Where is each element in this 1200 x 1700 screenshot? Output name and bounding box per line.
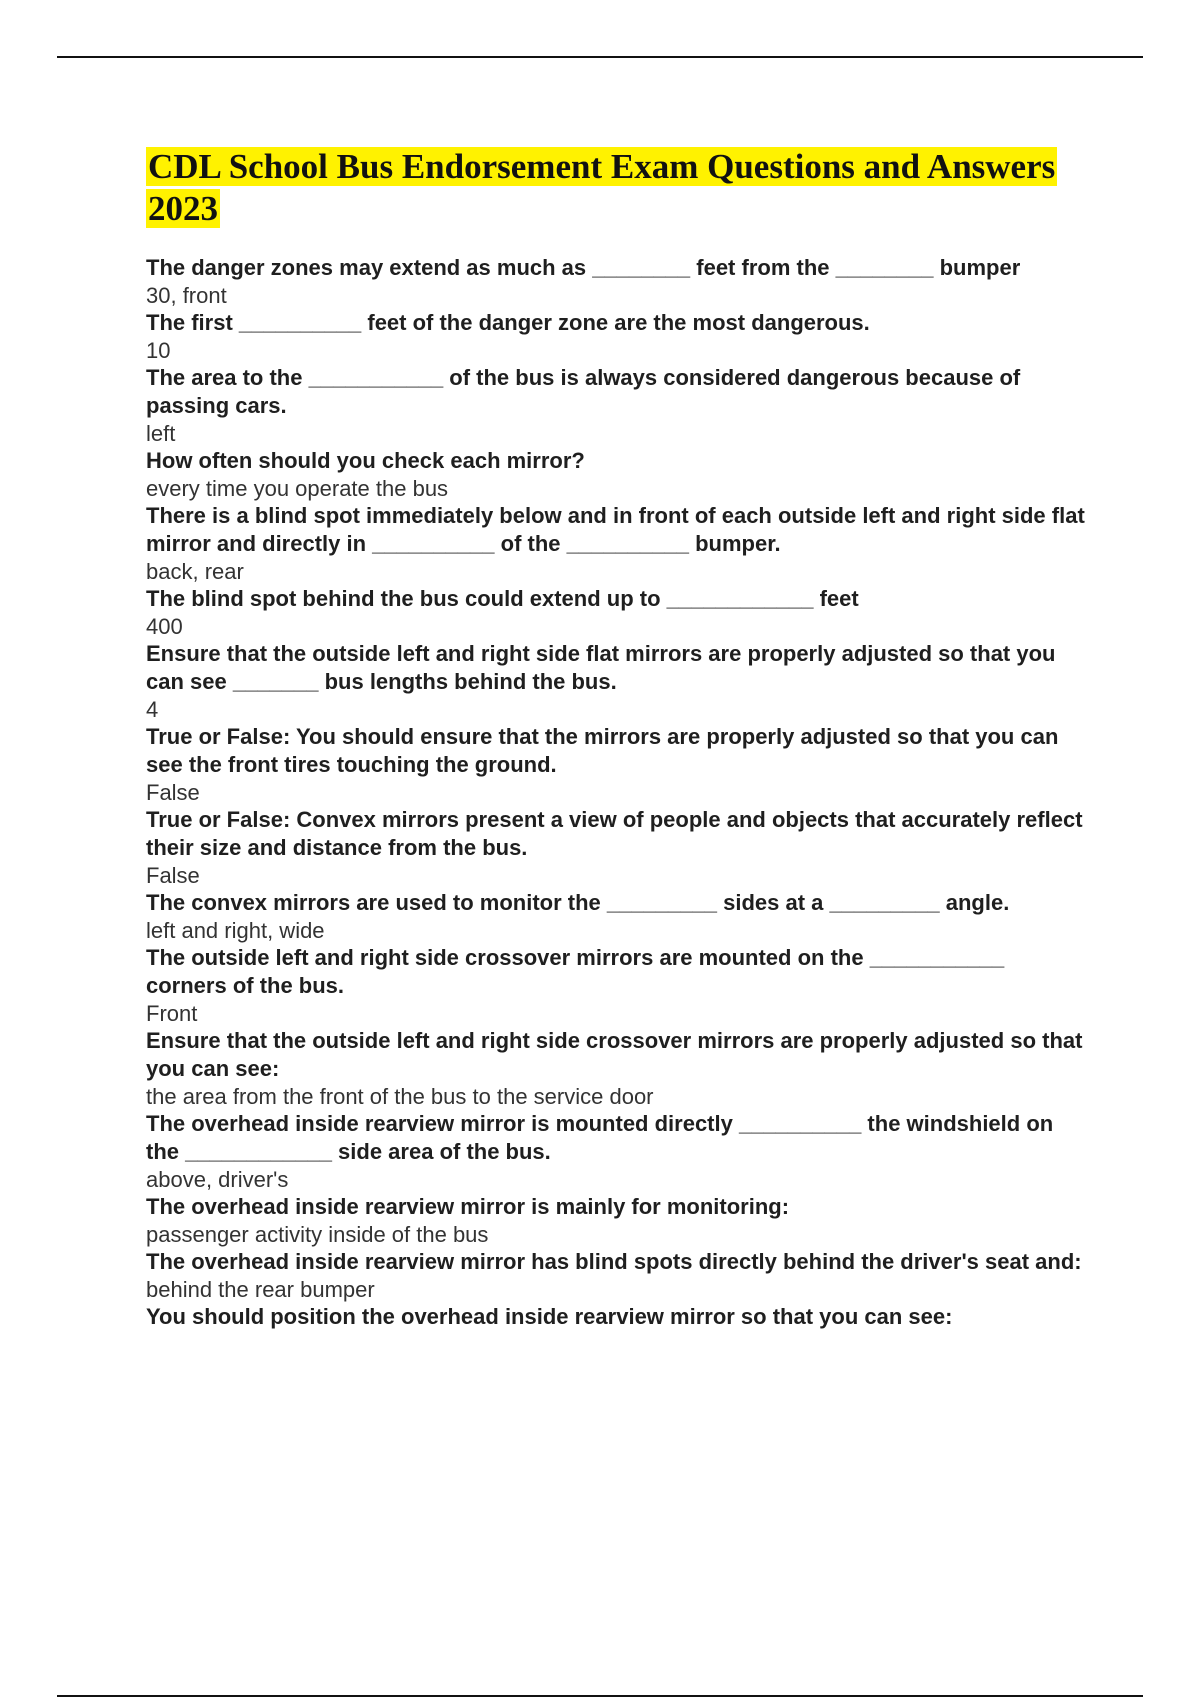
question: The blind spot behind the bus could extend up to ____________ feet [146, 586, 859, 611]
document-title [146, 146, 1086, 230]
qa-list [146, 254, 1086, 1331]
question: The overhead inside rearview mirror has blind spots directly behind the driver's seat and: [146, 1249, 1082, 1274]
footer-rule [57, 1695, 1143, 1697]
document-page [146, 146, 1086, 1331]
answer: 4 [146, 697, 159, 722]
question: The area to the ___________ of the bus is always considered dangerous because of passing cars. [146, 365, 1021, 418]
answer: False [146, 780, 200, 805]
title-highlight: CDL School Bus Endorsement Exam Questions and Answers 2023 [148, 147, 1056, 228]
answer: left [146, 421, 176, 446]
question: You should position the overhead inside rearview mirror so that you can see: [146, 1304, 953, 1329]
question: The overhead inside rearview mirror is mainly for monitoring: [146, 1194, 790, 1219]
question: The outside left and right side crossover mirrors are mounted on the ___________ corners of the bus. [146, 945, 1005, 998]
question: How often should you check each mirror? [146, 448, 585, 473]
answer: the area from the front of the bus to the service door [146, 1084, 654, 1109]
answer: Front [146, 1001, 198, 1026]
answer: above, driver's [146, 1167, 289, 1192]
header-rule [57, 56, 1143, 58]
question: Ensure that the outside left and right side flat mirrors are properly adjusted so that you can see _______ bus lengths behind the bus. [146, 641, 1056, 694]
question: The convex mirrors are used to monitor the _________ sides at a _________ angle. [146, 890, 1010, 915]
question: The overhead inside rearview mirror is mounted directly __________ the windshield on the ____________ side area of the bus. [146, 1111, 1054, 1164]
answer: every time you operate the bus [146, 476, 449, 501]
question: There is a blind spot immediately below and in front of each outside left and right side flat mirror and directly in __________ of the __________ bumper. [146, 503, 1085, 556]
answer: False [146, 863, 200, 888]
answer: 30, front [146, 283, 227, 308]
answer: 400 [146, 614, 183, 639]
question: True or False: Convex mirrors present a view of people and objects that accurately reflect their size and distance from the bus. [146, 807, 1083, 860]
question: Ensure that the outside left and right side crossover mirrors are properly adjusted so that you can see: [146, 1028, 1083, 1081]
question: The first __________ feet of the danger zone are the most dangerous. [146, 310, 870, 335]
answer: 10 [146, 338, 171, 363]
question: The danger zones may extend as much as ________ feet from the ________ bumper [146, 255, 1021, 280]
answer: back, rear [146, 559, 244, 584]
answer: behind the rear bumper [146, 1277, 375, 1302]
question: True or False: You should ensure that the mirrors are properly adjusted so that you can see the front tires touching the ground. [146, 724, 1059, 777]
answer: left and right, wide [146, 918, 325, 943]
answer: passenger activity inside of the bus [146, 1222, 489, 1247]
